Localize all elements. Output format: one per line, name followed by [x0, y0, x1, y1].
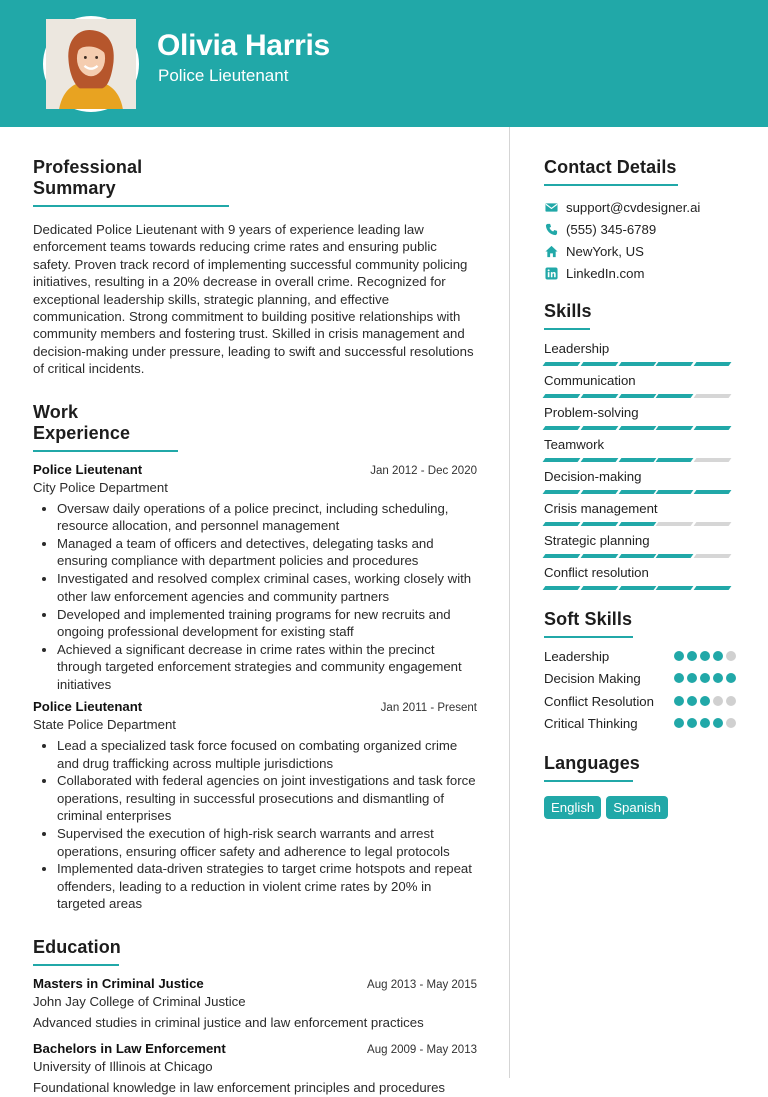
skill-level-segment [580, 458, 618, 462]
skill-level-bars [544, 426, 736, 430]
contact-details-section [544, 157, 736, 284]
skill-level-segment [580, 586, 618, 590]
skill-level-bars [544, 490, 736, 494]
home-icon [544, 244, 558, 258]
skill-item [544, 405, 736, 437]
work-experience-section [33, 402, 477, 913]
skill-level-segment [580, 394, 618, 398]
rating-dot [726, 673, 736, 683]
skill-label: Crisis management [544, 501, 658, 516]
skill-level-segment [694, 458, 732, 462]
rating-dot [700, 651, 710, 661]
rating-dot [726, 718, 736, 728]
education-description: Advanced studies in criminal justice and law enforcement practices [33, 1014, 424, 1030]
skill-label: Communication [544, 373, 636, 388]
skill-level-segment [543, 426, 581, 430]
contact-email[interactable] [544, 196, 736, 218]
education-description: Foundational knowledge in law enforcement principles and procedures [33, 1080, 445, 1096]
education-section [33, 937, 477, 1097]
job-title: Police Lieutenant [33, 461, 143, 477]
skill-level-segment [618, 362, 656, 366]
email-icon [544, 200, 558, 214]
skill-level-segment [656, 362, 694, 366]
skill-level-segment [580, 426, 618, 430]
skill-level-segment [543, 586, 581, 590]
rating-dot [674, 651, 684, 661]
soft-skill-item [544, 648, 736, 665]
linkedin-icon [544, 266, 558, 280]
skill-label: Decision-making [544, 469, 642, 484]
skill-level-segment [580, 362, 618, 366]
skill-level-segment [656, 586, 694, 590]
skill-level-segment [618, 458, 656, 462]
job-organization: City Police Department [33, 479, 168, 495]
rating-dot [713, 651, 723, 661]
degree-title: Masters in Criminal Justice [33, 975, 204, 991]
skill-level-segment [580, 522, 618, 526]
degree-title: Bachelors in Law Enforcement [33, 1041, 226, 1057]
skill-level-segment [543, 522, 581, 526]
language-chip: English [544, 796, 601, 819]
skill-level-segment [543, 394, 581, 398]
skill-item [544, 501, 736, 533]
list-item: • Managed a team of officers and detectives, delegating tasks and ensuring compliance with department policies and procedures [57, 535, 477, 570]
skill-level-segment [694, 586, 732, 590]
education-entry [33, 976, 477, 1031]
skill-level-segment [694, 490, 732, 494]
skill-level-bars [544, 362, 736, 366]
skill-level-segment [580, 554, 618, 558]
skill-level-segment [618, 490, 656, 494]
soft-skill-rating [674, 651, 736, 661]
list-item: • Investigated and resolved complex criminal cases, working closely with other law enforcement agencies and community partners [57, 570, 477, 605]
skill-item [544, 437, 736, 469]
job-entry [33, 699, 477, 913]
job-bullets [33, 500, 477, 693]
skill-level-segment [656, 458, 694, 462]
skill-level-segment [543, 362, 581, 366]
candidate-role: Police Lieutenant [158, 66, 289, 85]
language-chips [544, 796, 736, 819]
skill-level-segment [618, 426, 656, 430]
skill-label: Problem-solving [544, 405, 639, 420]
rating-dot [726, 696, 736, 706]
skill-level-segment [694, 362, 732, 366]
skill-label: Teamwork [544, 437, 605, 452]
candidate-name: Olivia Harris [157, 29, 330, 62]
list-item: • Achieved a significant decrease in crime rates within the precinct through targeted enforcement strategies and community engagement initiatives [57, 641, 477, 693]
rating-dot [713, 718, 723, 728]
job-bullets [33, 737, 477, 913]
phone-text: (555) 345-6789 [566, 221, 657, 237]
education-date: Aug 2013 - May 2015 [367, 978, 477, 991]
job-organization: State Police Department [33, 717, 176, 733]
section-title: Contact Details [544, 157, 678, 186]
education-entry [33, 1041, 477, 1096]
skill-label: Conflict resolution [544, 565, 649, 580]
list-item: • Developed and implemented training programs for new recruits and ongoing professional development for existing staff [57, 606, 477, 641]
skill-level-segment [618, 554, 656, 558]
skill-level-bars [544, 522, 736, 526]
rating-dot [700, 718, 710, 728]
contact-phone[interactable] [544, 218, 736, 240]
skill-level-segment [656, 426, 694, 430]
soft-skills-section [544, 609, 736, 733]
job-entry [33, 462, 477, 693]
skill-label: Leadership [544, 341, 610, 356]
skill-level-segment [656, 490, 694, 494]
profile-photo-image [46, 19, 136, 109]
rating-dot [700, 673, 710, 683]
skills-list [544, 341, 736, 597]
soft-skill-item [544, 670, 736, 687]
phone-icon [544, 222, 558, 236]
list-item: • Lead a specialized task force focused on combating organized crime and drug trafficking across multiple jurisdictions [57, 737, 477, 772]
skill-level-segment [694, 426, 732, 430]
section-title: Languages [544, 753, 633, 782]
soft-skills-list [544, 648, 736, 733]
skill-item [544, 341, 736, 373]
skill-level-bars [544, 458, 736, 462]
rating-dot [674, 696, 684, 706]
rating-dot [713, 696, 723, 706]
school-name: John Jay College of Criminal Justice [33, 993, 246, 1009]
skill-item [544, 565, 736, 597]
resume-header [0, 0, 768, 127]
column-divider [509, 127, 510, 1078]
soft-skill-label: Critical Thinking [544, 716, 638, 732]
rating-dot [713, 673, 723, 683]
section-title: Work Experience [33, 402, 178, 452]
skill-level-bars [544, 554, 736, 558]
skill-level-segment [543, 458, 581, 462]
skills-section [544, 301, 736, 597]
skill-level-segment [694, 522, 732, 526]
rating-dot [687, 718, 697, 728]
profile-photo [43, 16, 139, 112]
skill-level-segment [656, 394, 694, 398]
list-item: • Oversaw daily operations of a police precinct, including scheduling, resource allocation, and personnel management [57, 500, 477, 535]
skill-level-segment [656, 522, 694, 526]
contact-linkedin[interactable] [544, 262, 736, 284]
list-item: • Supervised the execution of high-risk search warrants and arrest operations, ensuring officer safety and adherence to legal protocols [57, 825, 477, 860]
job-date: Jan 2011 - Present [380, 702, 477, 715]
professional-summary-section [33, 157, 477, 378]
list-item: • Implemented data-driven strategies to target crime hotspots and repeat offenders, leading to a reduction in violent crime rates by 20% in targeted areas [57, 860, 477, 912]
rating-dot [687, 696, 697, 706]
skill-level-bars [544, 394, 736, 398]
job-title: Police Lieutenant [33, 699, 143, 715]
skill-level-segment [694, 394, 732, 398]
soft-skill-label: Conflict Resolution [544, 693, 654, 709]
rating-dot [674, 718, 684, 728]
languages-section [544, 753, 736, 819]
section-title: Skills [544, 301, 590, 330]
linkedin-text: LinkedIn.com [566, 265, 645, 281]
rating-dot [687, 673, 697, 683]
email-text: support@cvdesigner.ai [566, 199, 701, 215]
soft-skill-rating [674, 673, 736, 683]
rating-dot [726, 651, 736, 661]
soft-skill-label: Leadership [544, 649, 610, 664]
soft-skill-item [544, 715, 736, 732]
skill-level-segment [618, 522, 656, 526]
soft-skill-rating [674, 696, 736, 706]
summary-text: Dedicated Police Lieutenant with 9 years of experience leading law enforcement teams towards reducing crime rates and ensuring public safety. Proven track record of implementing successful community policing initiatives, resulting in a 20% decrease in overall crime. Recognized for exceptional leadership skills, strategic planning, and effective communication. Strong commitment to building positive relationships with community members and fostering trust. Skilled in crisis management and decision-making under pressure, leading to swift and successful resolutions of critical incidents. [33, 222, 474, 377]
rating-dot [674, 673, 684, 683]
skill-level-segment [580, 490, 618, 494]
location-text: NewYork, US [566, 243, 644, 259]
skill-label: Strategic planning [544, 533, 650, 548]
skill-level-segment [618, 586, 656, 590]
skill-level-segment [618, 394, 656, 398]
skill-item [544, 373, 736, 405]
rating-dot [687, 651, 697, 661]
skill-level-segment [543, 554, 581, 558]
section-title: Soft Skills [544, 609, 633, 638]
education-date: Aug 2009 - May 2013 [367, 1044, 477, 1057]
list-item: • Collaborated with federal agencies on joint investigations and task force operations, resulting in successful prosecutions and dismantling of criminal enterprises [57, 772, 477, 824]
skill-level-bars [544, 586, 736, 590]
skill-level-segment [694, 554, 732, 558]
rating-dot [700, 696, 710, 706]
main-column [33, 157, 477, 1097]
contact-location [544, 240, 736, 262]
soft-skill-rating [674, 718, 736, 728]
job-date: Jan 2012 - Dec 2020 [370, 464, 477, 477]
section-title: Professional Summary [33, 157, 229, 207]
skill-item [544, 469, 736, 501]
soft-skill-item [544, 693, 736, 710]
skill-item [544, 533, 736, 565]
soft-skill-label: Decision Making [544, 671, 641, 687]
school-name: University of Illinois at Chicago [33, 1059, 213, 1075]
language-chip: Spanish [606, 796, 668, 819]
sidebar-column [544, 157, 736, 819]
skill-level-segment [656, 554, 694, 558]
skill-level-segment [543, 490, 581, 494]
section-title: Education [33, 937, 119, 966]
